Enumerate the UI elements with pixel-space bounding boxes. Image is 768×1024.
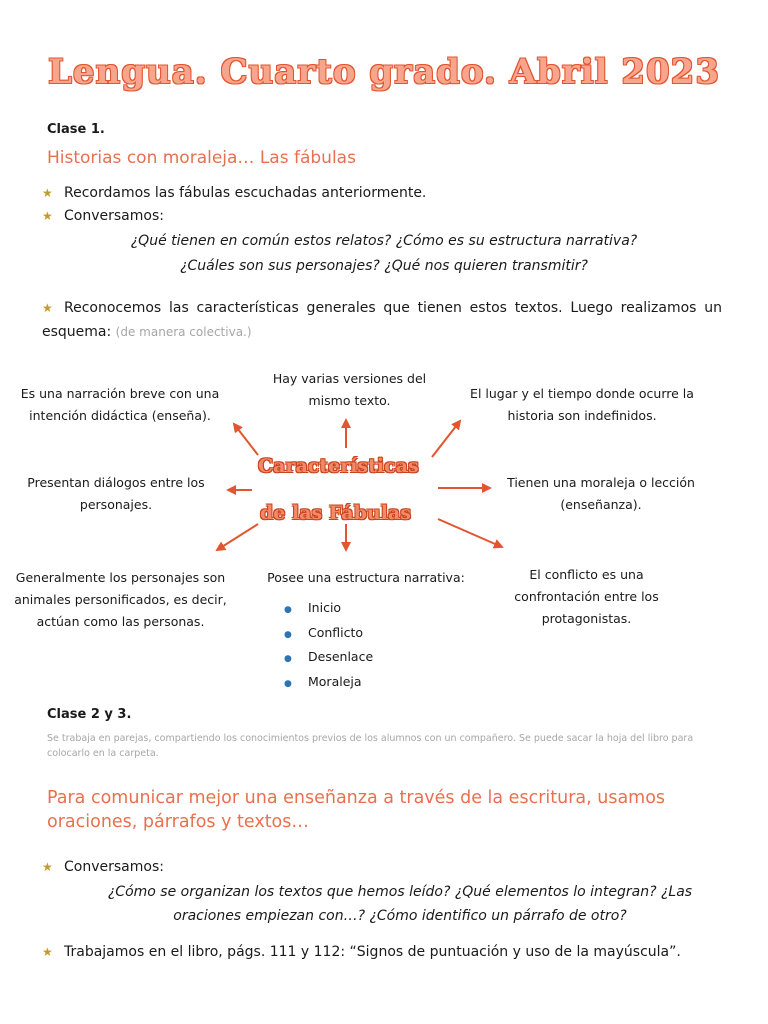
clase-2-3-subtitle: Para comunicar mejor una enseñanza a través de la escritura, usamos oraciones, párrafos y textos… (47, 788, 666, 832)
clase-2-3-bullet-2 (42, 941, 681, 964)
list-item: ● Conflicto (284, 622, 373, 647)
bullet-text: Trabajamos en el libro, págs. 111 y 112: “Signos de puntuación y uso de la mayúscula”. (64, 944, 681, 960)
page-title: Lengua. Cuarto grado. Abril 2023 (47, 52, 720, 92)
clase-1-bullet-2 (42, 205, 164, 228)
diagram-node-bottom-left: Generalmente los personajes son animales personificados, es decir, actúan como las personas. (14, 570, 227, 629)
clase-1-subtitle: Historias con moraleja… Las fábulas (47, 148, 356, 168)
clase-1-question-1: ¿Qué tienen en común estos relatos? ¿Cómo es su estructura narrativa? (130, 233, 638, 249)
clase-2-3-bullet-1 (42, 856, 164, 879)
clase-2-3-note: Se trabaja en parejas, compartiendo los conocimientos previos de los alumnos con un compañero. Se puede sacar la hoja del libro para colocarlo en la carpeta. (47, 733, 694, 759)
diagram-node-bottom: Posee una estructura narrativa: (267, 570, 465, 585)
clase-2-3-question-1: ¿Cómo se organizan los textos que hemos leído? ¿Qué elementos lo integran? ¿Las (107, 884, 693, 900)
star-icon: ★ (42, 301, 53, 315)
list-item: ● Desenlace (284, 646, 373, 671)
clase-2-3-question-2: oraciones empiezan con…? ¿Cómo identifico un párrafo de otro? (173, 908, 627, 924)
diagram-node-top: Hay varias versiones del mismo texto. (272, 371, 427, 408)
bullet-dot-icon: ● (284, 654, 292, 664)
star-icon: ★ (42, 209, 53, 223)
star-icon: ★ (42, 186, 53, 200)
bullet-note: (de manera colectiva.) (115, 325, 252, 339)
bullet-text: Reconocemos las características generales que tienen estos textos. Luego realizamos un esquema: (42, 300, 722, 340)
clase-1-bullet-3 (42, 296, 722, 344)
bullet-text: Conversamos: (64, 208, 164, 224)
clase-1-bullet-1 (42, 182, 426, 205)
diagram-node-left: Presentan diálogos entre los personajes. (27, 475, 205, 512)
bullet-text: Conversamos: (64, 859, 164, 875)
bullet-text: Recordamos las fábulas escuchadas anteriormente. (64, 185, 427, 201)
arrow-bottom-right (438, 519, 502, 547)
diagram-node-right: Tienen una moraleja o lección (enseñanza). (507, 475, 695, 512)
bullet-dot-icon: ● (284, 605, 292, 615)
arrow-top-right (432, 421, 460, 457)
arrow-top-left (234, 424, 258, 455)
list-item: ● Inicio (284, 597, 373, 622)
clase-1-heading: Clase 1. (47, 122, 105, 137)
star-icon: ★ (42, 860, 53, 874)
clase-1-question-2: ¿Cuáles son sus personajes? ¿Qué nos quieren transmitir? (180, 258, 588, 274)
diagram-node-bottom-right: El conflicto es una confrontación entre los protagonistas. (514, 567, 659, 626)
clase-2-3-heading: Clase 2 y 3. (47, 707, 132, 722)
list-item: ● Moraleja (284, 671, 373, 696)
diagram-node-top-left: Es una narración breve con una intención didáctica (enseña). (20, 386, 220, 423)
bullet-dot-icon: ● (284, 629, 292, 640)
bullet-dot-icon: ● (284, 678, 292, 689)
star-icon: ★ (42, 945, 53, 959)
diagram-node-top-right: El lugar y el tiempo donde ocurre la historia son indefinidos. (470, 386, 694, 423)
diagram-center-line-2: de las Fábulas (260, 502, 411, 524)
diagram-center-line-1: Características (258, 455, 419, 477)
arrow-bottom-left (217, 524, 258, 550)
structure-list (284, 597, 373, 695)
